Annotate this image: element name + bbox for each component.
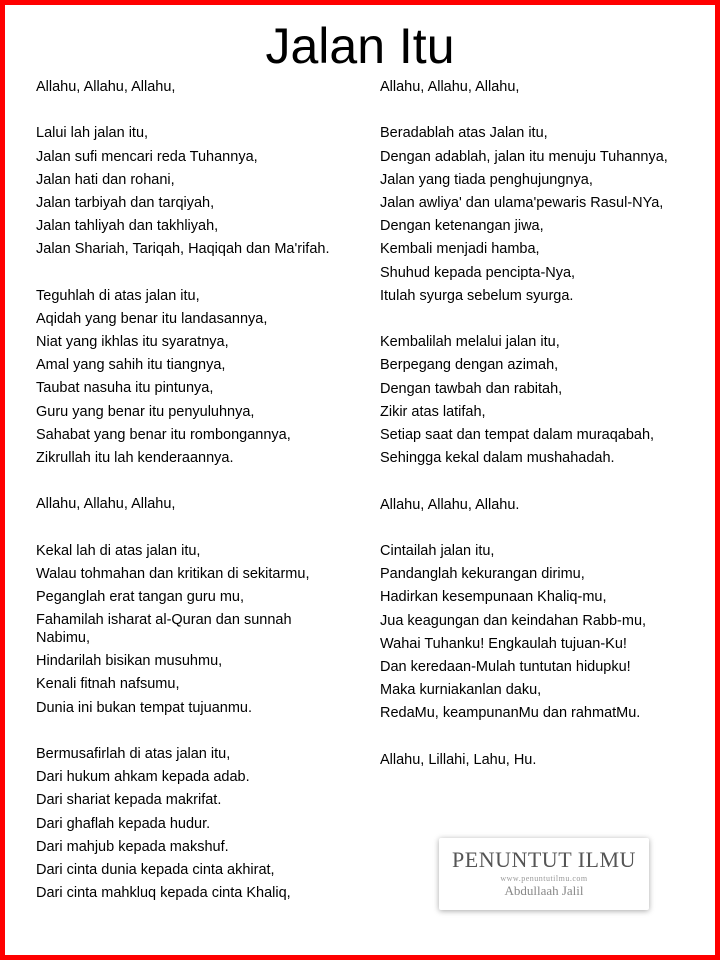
poem-line: Jalan Shariah, Tariqah, Haqiqah dan Ma'rifah. [36,241,330,258]
poem-line: Walau tohmahan dan kritikan di sekitarmu, [36,566,310,582]
poem-line: Itulah syurga sebelum syurga. [380,287,574,304]
stanza-gap [36,470,336,493]
poem-line: Jalan awliya' dan ulama'pewaris Rasul-NYa, [380,195,664,211]
poem-line: Allahu, Lillahi, Lahu, Hu. [380,751,537,768]
poem-line: RedaMu, keampunanMu dan rahmatMu. [380,705,641,722]
poem-line: Allahu, Allahu, Allahu, [36,496,176,513]
poem-line: Kembali menjadi hamba, [380,241,540,258]
poem-line: Allahu, Allahu, Allahu, [36,79,176,95]
poem-line: Jalan yang tiada penghujungnya, [380,171,593,188]
stanza-gap [36,261,336,284]
poem-line: Hindarilah bisikan musuhmu, [36,653,223,670]
poem-line: Zikir atas latifah, [380,403,486,420]
poem-line: Zikrullah itu lah kenderaannya. [36,450,234,467]
poem-line: Dari ghaflah kepada hudur. [36,815,211,832]
poem-line: Dari shariat kepada makrifat. [36,792,222,809]
stanza-gap [380,470,700,493]
poem-line: Kembalilah melalui jalan itu, [380,334,560,351]
poem-line: Shuhud kepada pencipta-Nya, [380,264,576,281]
poem-line: Fahamilah isharat al-Quran dan sunnah Nabimu, [36,612,292,647]
badge-author: Abdullaah Jalil [504,883,584,898]
poem-line: Dengan ketenangan jiwa, [380,218,544,235]
poem-line: Jalan sufi mencari reda Tuhannya, [36,148,258,165]
poem-line: Wahai Tuhanku! Engkaulah tujuan-Ku! [380,635,627,652]
poem-line: Allahu, Allahu, Allahu. [380,496,520,513]
poem-line: Amal yang sahih itu tiangnya, [36,357,226,374]
poem-line: Jalan hati dan rohani, [36,171,175,188]
poem-line: Dengan tawbah dan rabitah, [380,380,563,397]
poem-line: Dan keredaan-Mulah tuntutan hidupku! [380,659,631,676]
stanza-gap [36,720,336,743]
poem-line: Niat yang ikhlas itu syaratnya, [36,334,229,350]
badge-title: PENUNTUT ILMU [452,847,636,872]
left-poem-column [36,76,336,905]
poem-line: Bermusafirlah di atas jalan itu, [36,746,231,762]
poem-line: Kekal lah di atas jalan itu, [36,542,201,559]
poem-line: Dari mahjub kepada makshuf. [36,838,229,855]
poem-line: Jalan tahliyah dan takhliyah, [36,218,219,235]
poem-line: Dunia ini bukan tempat tujuanmu. [36,699,253,716]
poem-line: Jua keagungan dan keindahan Rabb-mu, [380,612,647,629]
poem-line: Berpegang dengan azimah, [380,357,559,374]
poem-line: Dari hukum ahkam kepada adab. [36,769,250,786]
poem-line: Lalui lah jalan itu, [36,125,149,142]
stanza-gap [380,517,700,540]
watermark-badge [439,838,649,910]
poem-line: Sahabat yang benar itu rombongannya, [36,426,291,443]
poem-line: Maka kurniakanlan daku, [380,682,542,699]
poem-line: Peganglah erat tangan guru mu, [36,589,244,605]
stanza-gap [380,308,700,331]
stanza-gap [36,99,336,122]
poem-line: Guru yang benar itu penyuluhnya, [36,403,255,420]
poem-line: Aqidah yang benar itu landasannya, [36,310,268,327]
poem-line: Beradablah atas Jalan itu, [380,125,548,142]
poem-line: Hadirkan kesempunaan Khaliq-mu, [380,589,607,606]
poem-line: Dengan adablah, jalan itu menuju Tuhannya, [380,148,668,165]
poem-line: Dari cinta mahkluq kepada cinta Khaliq, [36,885,291,902]
poem-line: Allahu, Allahu, Allahu, [380,79,520,95]
poem-line: Pandanglah kekurangan dirimu, [380,566,585,583]
poem-line: Taubat nasuha itu pintunya, [36,380,214,397]
poem-line: Setiap saat dan tempat dalam muraqabah, [380,427,655,444]
poem-line: Teguhlah di atas jalan itu, [36,287,200,304]
stanza-gap [380,99,700,122]
poem-line: Cintailah jalan itu, [380,543,495,559]
poem-line: Jalan tarbiyah dan tarqiyah, [36,195,215,211]
poem-line: Kenali fitnah nafsumu, [36,676,180,693]
poem-line: Sehingga kekal dalam mushahadah. [380,450,615,467]
badge-url: www.penuntutilmu.com [500,874,588,883]
right-poem-column [380,76,700,772]
stanza-gap [36,517,336,540]
poem-line: Dari cinta dunia kepada cinta akhirat, [36,862,275,879]
stanza-gap [380,726,700,749]
page-title: Jalan Itu [265,18,455,74]
